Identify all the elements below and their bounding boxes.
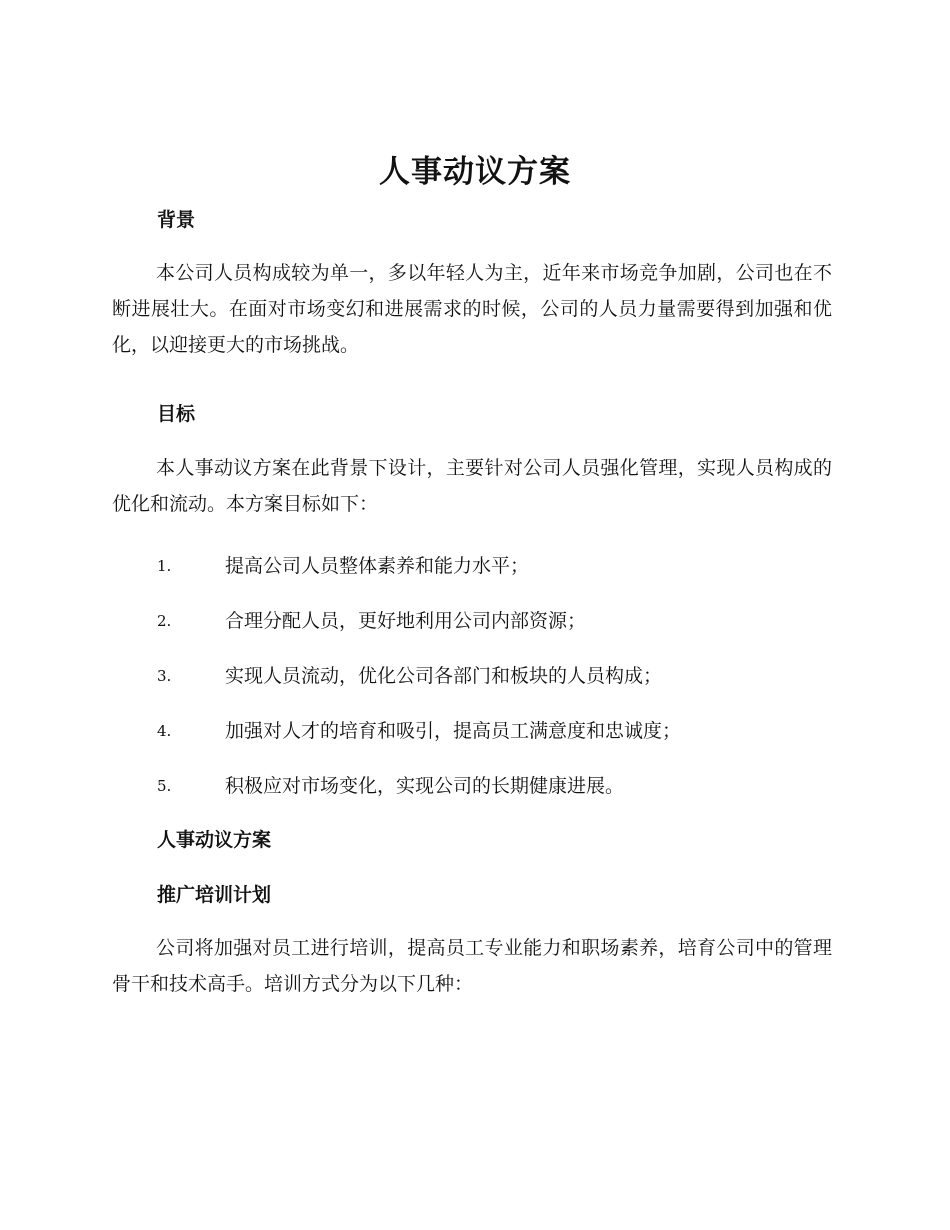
section-heading-training: 推广培训计划 <box>157 884 272 906</box>
list-text: 加强对人才的培育和吸引，提高员工满意度和忠诚度； <box>225 720 682 742</box>
paragraph-training: 公司将加强对员工进行培训，提高员工专业能力和职场素养，培育公司中的管理骨干和技术高手。培训方式分为以下几种： <box>112 937 832 995</box>
list-item <box>157 662 837 690</box>
list-item <box>157 772 837 800</box>
list-text: 积极应对市场变化，实现公司的长期健康进展。 <box>225 775 625 797</box>
list-item <box>157 607 837 635</box>
section-heading-goals: 目标 <box>157 403 196 425</box>
section-heading-plan: 人事动议方案 <box>157 829 272 851</box>
list-number: 1. <box>157 557 172 575</box>
list-number: 4. <box>157 722 172 740</box>
paragraph-goals: 本人事动议方案在此背景下设计，主要针对公司人员强化管理，实现人员构成的优化和流动。本方案目标如下： <box>112 457 832 515</box>
list-text: 提高公司人员整体素养和能力水平； <box>225 555 530 577</box>
list-number: 3. <box>157 667 172 685</box>
list-number: 5. <box>157 777 172 795</box>
document-title: 人事动议方案 <box>379 154 571 190</box>
list-item <box>157 717 837 745</box>
list-number: 2. <box>157 612 172 630</box>
paragraph-background: 本公司人员构成较为单一，多以年轻人为主，近年来市场竞争加剧，公司也在不断进展壮大。在面对市场变幻和进展需求的时候，公司的人员力量需要得到加强和优化，以迎接更大的市场挑战。 <box>112 262 832 356</box>
list-text: 合理分配人员，更好地利用公司内部资源； <box>225 610 587 632</box>
list-item <box>157 552 837 580</box>
section-heading-background: 背景 <box>157 209 196 231</box>
list-text: 实现人员流动，优化公司各部门和板块的人员构成； <box>225 665 663 687</box>
